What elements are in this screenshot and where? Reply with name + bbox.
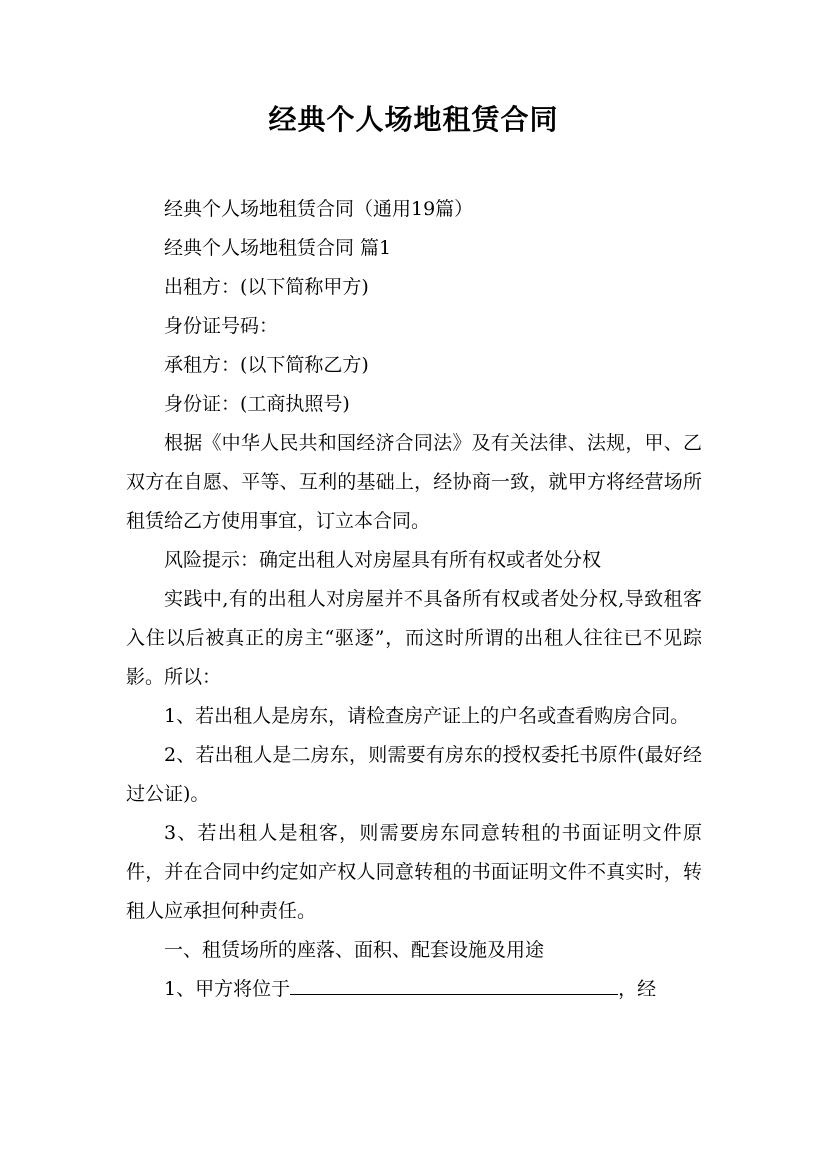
fill-in-blank: [290, 972, 618, 995]
document-title: 经典个人场地租赁合同: [268, 103, 559, 136]
paragraph-lessee: 承租方：(以下简称乙方): [164, 354, 369, 376]
paragraph-lessor-id: 身份证号码：: [164, 315, 279, 337]
paragraph-article-1-clause-1: [126, 970, 702, 1009]
paragraph-practice: 实践中,有的出租人对房屋并不具备所有权或者处分权,导致租客入住以后被真正的房主“驱逐”，而这时所谓的出租人往往已不见踪影。所以：: [126, 588, 702, 688]
paragraph-item-1: 1、若出租人是房东，请检查房产证上的户名或查看购房合同。: [164, 705, 690, 727]
clause-prefix: 1、甲方将位于: [164, 978, 291, 1000]
paragraph-subtitle: 经典个人场地租赁合同（通用19篇）: [164, 198, 474, 220]
clause-suffix: ，经: [618, 978, 657, 1000]
paragraph-risk-notice: 风险提示：确定出租人对房屋具有所有权或者处分权: [164, 549, 602, 571]
paragraph-item-2: 2、若出租人是二房东，则需要有房东的授权委托书原件(最好经过公证)。: [126, 744, 702, 805]
paragraph-item-3: 3、若出租人是租客，则需要房东同意转租的书面证明文件原件，并在合同中约定如产权人同意转租的书面证明文件不真实时，转租人应承担何种责任。: [126, 822, 702, 922]
paragraph-section-heading: 经典个人场地租赁合同 篇1: [164, 237, 392, 259]
paragraph-preamble: 根据《中华人民共和国经济合同法》及有关法律、法规，甲、乙双方在自愿、平等、互利的基础上，经协商一致，就甲方将经营场所租赁给乙方使用事宜，订立本合同。: [126, 432, 702, 532]
document-body: [126, 190, 702, 1009]
paragraph-article-1-heading: 一、租赁场所的座落、面积、配套设施及用途: [164, 939, 545, 961]
paragraph-lessee-id: 身份证：(工商执照号): [164, 393, 350, 415]
paragraph-lessor: 出租方：(以下简称甲方): [164, 276, 369, 298]
